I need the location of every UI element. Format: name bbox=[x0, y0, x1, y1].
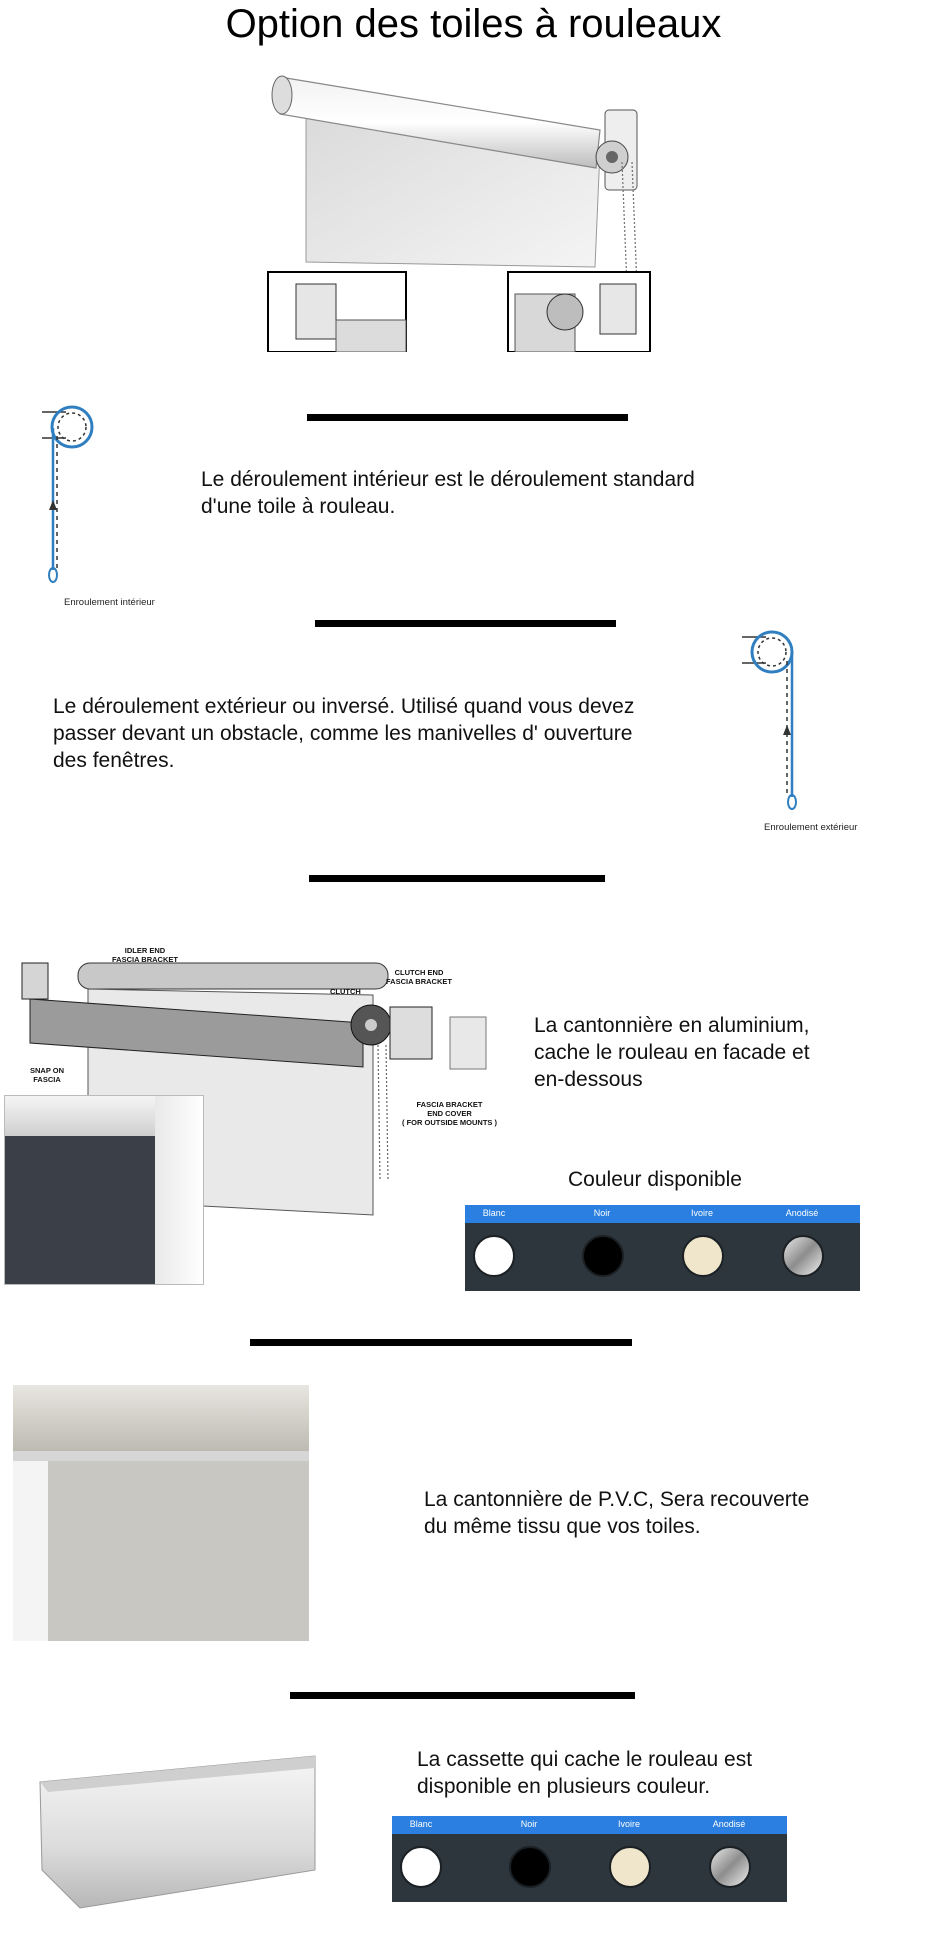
color-dot-noir bbox=[509, 1846, 551, 1888]
label-snap: SNAP ON FASCIA bbox=[30, 1066, 65, 1084]
color-name: Ivoire bbox=[617, 1819, 640, 1829]
cassette-text-1: La cassette qui cache le rouleau est bbox=[417, 1748, 753, 1771]
color-name: Blanc bbox=[409, 1819, 433, 1829]
color-name: Blanc bbox=[482, 1208, 506, 1218]
section-divider bbox=[307, 414, 628, 421]
outside-roll-diagram bbox=[738, 625, 808, 815]
colors-title: Couleur disponible bbox=[568, 1168, 742, 1191]
color-swatch-panel bbox=[465, 1205, 860, 1291]
outside-roll-text-2: passer devant un obstacle, comme les manivelles d' ouverture bbox=[53, 722, 633, 745]
inside-roll-diagram bbox=[38, 400, 108, 585]
section-divider bbox=[309, 875, 605, 882]
label-clutch-end: CLUTCH END FASCIA BRACKET bbox=[386, 968, 452, 986]
aluminium-text-2: cache le rouleau en facade et bbox=[534, 1041, 810, 1064]
color-dot-ivoire bbox=[609, 1846, 651, 1888]
color-dot-blanc bbox=[473, 1235, 515, 1277]
inside-roll-text-2: d'une toile à rouleau. bbox=[201, 495, 396, 518]
page-title: Option des toiles à rouleaux bbox=[225, 2, 722, 46]
label-idler: IDLER END FASCIA BRACKET bbox=[112, 946, 178, 964]
color-name: Anodisé bbox=[785, 1208, 819, 1218]
label-end-cover: FASCIA BRACKET END COVER ( FOR OUTSIDE MOUNTS ) bbox=[402, 1100, 497, 1127]
section-divider bbox=[250, 1339, 632, 1346]
outside-roll-label: Enroulement extérieur bbox=[764, 822, 858, 833]
section-divider bbox=[315, 620, 616, 627]
aluminium-valance-photo bbox=[4, 1095, 204, 1285]
pvc-text-2: du même tissu que vos toiles. bbox=[424, 1515, 701, 1538]
color-dot-anodise bbox=[709, 1846, 751, 1888]
pvc-text-1: La cantonnière de P.V.C, Sera recouverte bbox=[424, 1488, 810, 1511]
outside-roll-text-3: des fenêtres. bbox=[53, 749, 175, 772]
roller-blind-illustration bbox=[260, 62, 660, 352]
color-name: Ivoire bbox=[690, 1208, 713, 1218]
aluminium-text-3: en-dessous bbox=[534, 1068, 643, 1091]
color-name: Anodisé bbox=[712, 1819, 746, 1829]
color-dot-ivoire bbox=[682, 1235, 724, 1277]
cassette-text-2: disponible en plusieurs couleur. bbox=[417, 1775, 711, 1798]
color-name: Noir bbox=[520, 1819, 538, 1829]
color-name: Noir bbox=[593, 1208, 611, 1218]
inside-roll-label: Enroulement intérieur bbox=[64, 597, 155, 608]
color-swatch-panel-cassette bbox=[392, 1816, 787, 1902]
inside-roll-text-1: Le déroulement intérieur est le déroulement standard bbox=[201, 468, 695, 491]
color-dot-blanc bbox=[400, 1846, 442, 1888]
color-dot-anodise bbox=[782, 1235, 824, 1277]
label-clutch: CLUTCH bbox=[330, 987, 361, 996]
cassette-illustration bbox=[30, 1752, 320, 1912]
section-divider bbox=[290, 1692, 635, 1699]
pvc-valance-photo bbox=[13, 1385, 309, 1641]
outside-roll-text-1: Le déroulement extérieur ou inversé. Utilisé quand vous devez bbox=[53, 695, 635, 718]
aluminium-text-1: La cantonnière en aluminium, bbox=[534, 1014, 810, 1037]
color-dot-noir bbox=[582, 1235, 624, 1277]
